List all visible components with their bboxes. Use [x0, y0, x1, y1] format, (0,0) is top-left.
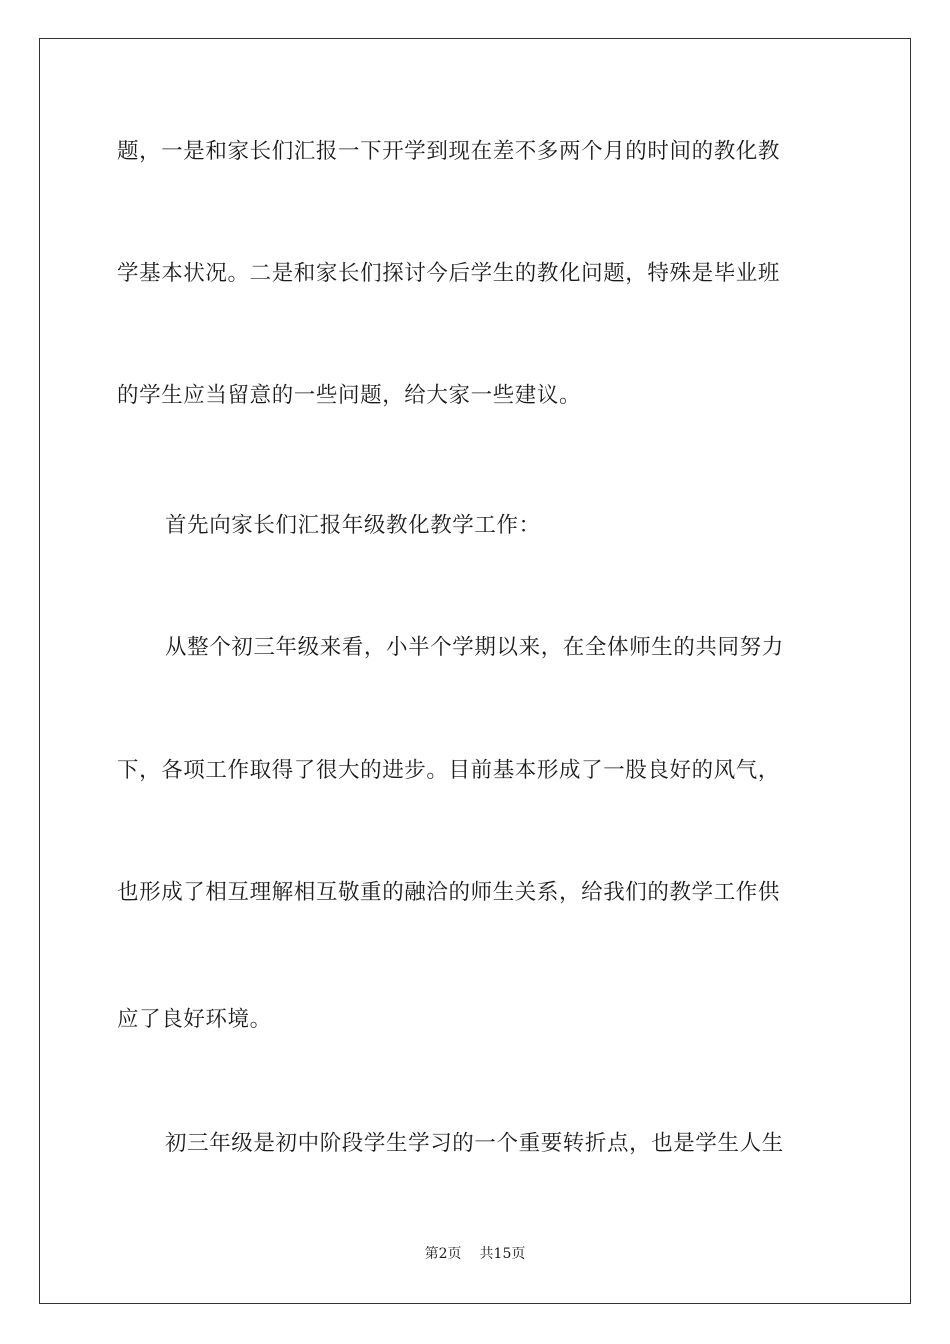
body-line-9: 初三年级是初中阶段学生学习的一个重要转折点，也是学生人生	[165, 1131, 784, 1156]
body-line-4: 首先向家长们汇报年级教化教学工作：	[165, 513, 541, 538]
page-total: 共15页	[479, 1246, 526, 1262]
body-line-7: 也形成了相互理解相互敬重的融洽的师生关系，给我们的教学工作供	[117, 880, 781, 905]
body-line-8: 应了良好环境。	[117, 1007, 272, 1032]
page-footer	[0, 1244, 950, 1264]
page-border	[39, 38, 911, 1304]
body-line-5: 从整个初三年级来看，小半个学期以来，在全体师生的共同努力	[165, 635, 784, 660]
body-line-2: 学基本状况。二是和家长们探讨今后学生的教化问题，特殊是毕业班	[117, 261, 781, 286]
body-line-6: 下，各项工作取得了很大的进步。目前基本形成了一股良好的风气，	[117, 758, 781, 783]
page-number: 第2页	[424, 1246, 462, 1262]
body-line-1: 题，一是和家长们汇报一下开学到现在差不多两个月的时间的教化教	[117, 139, 781, 164]
body-line-3: 的学生应当留意的一些问题，给大家一些建议。	[117, 383, 582, 408]
